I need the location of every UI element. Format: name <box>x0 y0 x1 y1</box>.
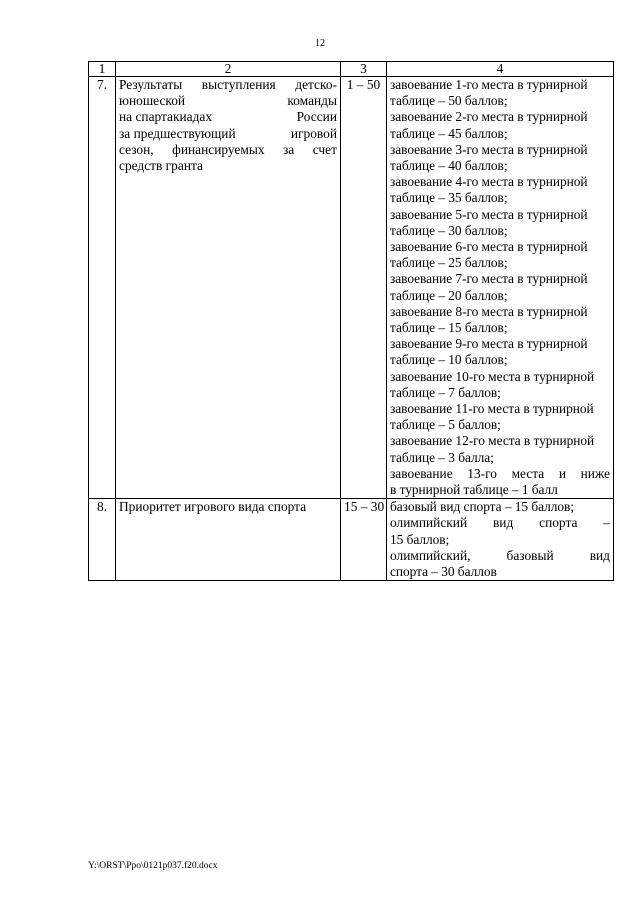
row-number: 7. <box>89 77 116 499</box>
criterion-word: средств гранта <box>119 158 203 174</box>
points-range: 1 – 50 <box>341 77 387 499</box>
scoring-line: 15 баллов; <box>390 531 450 547</box>
scoring-line: таблице – 45 баллов; <box>390 125 508 141</box>
scoring-line: таблице – 40 баллов; <box>390 158 508 174</box>
criterion-word: за предшествующий <box>119 125 236 141</box>
criterion-cell <box>116 499 341 581</box>
scoring-line: завоевание 3-го места в турнирной <box>390 141 588 157</box>
scoring-cell <box>387 77 614 499</box>
scoring-line: таблице – 25 баллов; <box>390 255 508 271</box>
scoring-line: базовый вид спорта – 15 баллов; <box>390 499 574 515</box>
criteria-table <box>88 61 614 581</box>
criterion-word: юношеской <box>119 93 186 109</box>
scoring-line: таблице – 35 баллов; <box>390 190 508 206</box>
criterion-word: команды <box>287 93 337 109</box>
scoring-line: завоевание 4-го места в турнирной <box>390 174 588 190</box>
points-range: 15 – 30 <box>341 499 387 581</box>
criterion-line <box>119 499 337 515</box>
scoring-line: завоевание 9-го места в турнирной <box>390 336 588 352</box>
criterion-word: России <box>296 109 337 125</box>
scoring-line: завоевание 7-го места в турнирной <box>390 271 588 287</box>
scoring-line: завоевание 5-го места в турнирной <box>390 206 588 222</box>
scoring-line: таблице – 30 баллов; <box>390 222 508 238</box>
page-number: 12 <box>315 38 325 49</box>
scoring-line: таблице – 5 баллов; <box>390 417 501 433</box>
criterion-cell <box>116 77 341 499</box>
scoring-line: в турнирной таблице – 1 балл <box>390 482 558 498</box>
criterion-word: Приоритет игрового вида спорта <box>119 499 307 515</box>
scoring-cell <box>387 499 614 581</box>
table-row <box>89 499 614 581</box>
document-file-path: Y:\ORST\Ppo\0121p037.f20.docx <box>88 861 218 871</box>
scoring-line: завоевание 1-го места в турнирной <box>390 77 588 92</box>
criterion-line <box>119 142 337 158</box>
criterion-word: детско- <box>295 77 337 92</box>
criterion-word: за <box>283 141 295 157</box>
header-cell-4: 4 <box>387 62 614 77</box>
criterion-word: сезон, <box>119 141 154 157</box>
criterion-line <box>119 158 337 174</box>
criterion-word: выступления <box>201 77 276 92</box>
scoring-line: завоевание 2-го места в турнирной <box>390 109 588 125</box>
criterion-line <box>119 77 337 93</box>
scoring-line: завоевание 13-го места и ниже <box>390 465 610 481</box>
scoring-line: таблице – 20 баллов; <box>390 287 508 303</box>
scoring-line: олимпийский, базовый вид <box>390 547 610 563</box>
scoring-line: завоевание 10-го места в турнирной <box>390 368 595 384</box>
header-cell-2: 2 <box>116 62 341 77</box>
scoring-line: таблице – 50 баллов; <box>390 93 508 109</box>
scoring-line: завоевание 12-го места в турнирной <box>390 433 595 449</box>
scoring-line: таблице – 10 баллов; <box>390 352 508 368</box>
criterion-word: счет <box>312 141 337 157</box>
scoring-line: завоевание 8-го места в турнирной <box>390 303 588 319</box>
table-row <box>89 77 614 499</box>
criterion-line <box>119 93 337 109</box>
row-number: 8. <box>89 499 116 581</box>
header-cell-1: 1 <box>89 62 116 77</box>
scoring-line: таблице – 7 баллов; <box>390 384 501 400</box>
criterion-word: на спартакиадах <box>119 109 213 125</box>
table-header-row <box>89 62 614 77</box>
criterion-word: Результаты <box>119 77 183 92</box>
scoring-line: таблице – 15 баллов; <box>390 320 508 336</box>
criterion-line <box>119 109 337 125</box>
header-cell-3: 3 <box>341 62 387 77</box>
scoring-line: таблице – 3 балла; <box>390 449 494 465</box>
scoring-line: завоевание 6-го места в турнирной <box>390 239 588 255</box>
criterion-word: финансируемых <box>172 141 265 157</box>
criterion-word: игровой <box>290 125 337 141</box>
scoring-line: олимпийский вид спорта – <box>390 515 610 531</box>
scoring-line: завоевание 11-го места в турнирной <box>390 401 594 417</box>
scoring-line: спорта – 30 баллов <box>390 564 497 580</box>
criterion-line <box>119 126 337 142</box>
